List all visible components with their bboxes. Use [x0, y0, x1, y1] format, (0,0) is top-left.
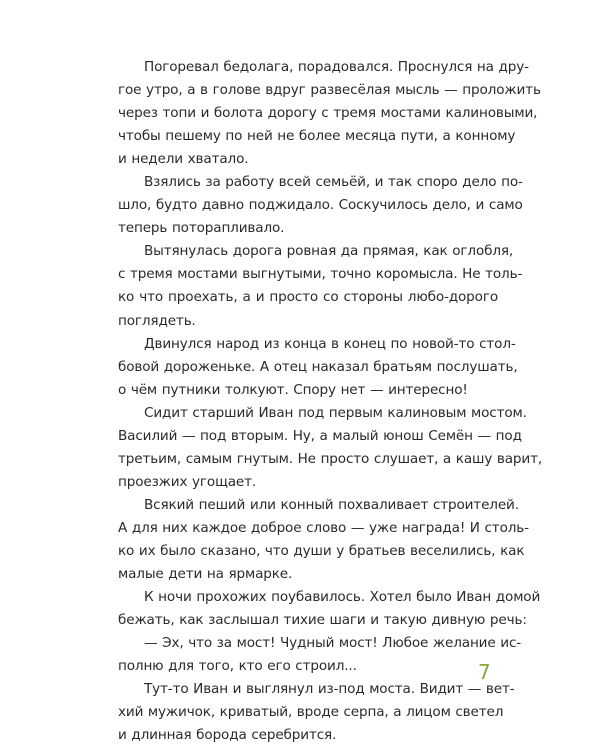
text-line: проезжих угощает. [118, 473, 257, 490]
text-line: теперь поторапливало. [118, 220, 285, 237]
text-line: поглядеть. [118, 312, 196, 329]
text-line: шло, будто давно поджидало. Соскучилось дело, и само [118, 197, 523, 214]
text-line: и длинная борода серебрится. [118, 727, 337, 744]
text-line: и недели хватало. [118, 151, 249, 168]
text-line: ко что проехать, а и просто со стороны любо-дорого [118, 289, 498, 306]
text-line: Двинулся народ из конца в конец по новой-то стол- [144, 335, 516, 352]
text-line: Погоревал бедолага, порадовался. Проснулся на дру- [144, 59, 529, 75]
text-line: гое утро, а в голове вдруг развесёлая мысль — проложить [118, 82, 541, 99]
text-line: бовой дороженьке. А отец наказал братьям послушать, [118, 358, 518, 375]
text-line: хий мужичок, криватый, вроде серпа, а лицом светел [118, 704, 504, 721]
text-line: третьим, самым гнутым. Не просто слушает, а кашу варит, [118, 450, 543, 467]
body-text [118, 56, 543, 747]
text-line: с тремя мостами выгнутыми, точно коромысла. Не толь- [118, 266, 523, 283]
text-line: — Эх, что за мост! Чудный мост! Любое желание ис- [144, 635, 522, 652]
text-line: А для них каждое доброе слово — уже награда! И столь- [118, 519, 529, 536]
text-line: К ночи прохожих поубавилось. Хотел было Иван домой [144, 589, 541, 606]
text-line: ко их было сказано, что души у братьев веселились, как [118, 542, 525, 559]
text-line: Всякий пеший или конный похваливает строителей. [144, 496, 519, 513]
text-line: малые дети на ярмарке. [118, 566, 293, 583]
text-line: о чём путники толкуют. Спору нет — интересно! [118, 381, 468, 398]
text-line: полню для того, кто его строил... [118, 658, 357, 675]
text-line: Вытянулась дорога ровная да прямая, как оглобля, [144, 243, 514, 260]
text-line: Сидит старший Иван под первым калиновым мостом. [144, 404, 527, 421]
text-line: через топи и болота дорогу с тремя мостами калиновыми, [118, 105, 538, 122]
page-number: 7 [478, 660, 491, 684]
text-line: Тут-то Иван и выглянул из-под моста. Видит — вет- [144, 681, 515, 698]
text-line: чтобы пешему по ней не более месяца пути, а конному [118, 128, 516, 145]
text-line: бежать, как заслышал тихие шаги и такую дивную речь: [118, 612, 527, 629]
text-line: Василий — под вторым. Ну, а малый юнош Семён — под [118, 427, 522, 444]
text-line: Взялись за работу всей семьёй, и так споро дело по- [144, 174, 523, 191]
